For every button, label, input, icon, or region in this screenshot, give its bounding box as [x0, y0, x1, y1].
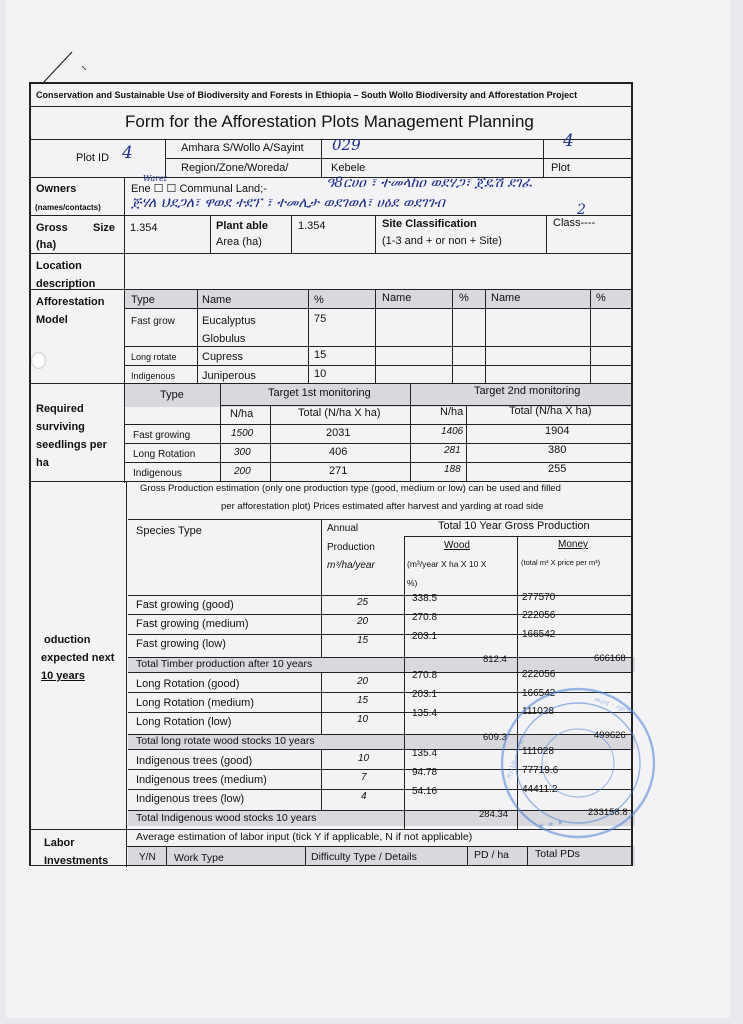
seedlings-row-t2: 380 [548, 444, 567, 456]
gross-label-b: Size [93, 222, 116, 234]
indig-row-annual: 4 [361, 791, 367, 802]
long-row-name: Long Rotation (good) [136, 678, 240, 690]
labor-header-yn: Y/N [139, 852, 156, 863]
seedlings-type-header: Type [160, 389, 184, 401]
fast-row-name: Fast growing (medium) [136, 618, 249, 630]
fast-row-wood: 270.8 [412, 612, 438, 623]
model-row-pct: 10 [314, 368, 327, 380]
seedlings-row-n2: 188 [444, 464, 461, 475]
annual-header-3: m³/ha/year [327, 560, 375, 571]
location-label-b: description [36, 278, 96, 290]
seedlings-row-n1: 1500 [231, 428, 254, 439]
plantable-label-a: Plant able [216, 220, 268, 232]
total-production-header: Total 10 Year Gross Production [438, 520, 590, 532]
seedlings-label-2: surviving [36, 421, 85, 433]
production-note-2: per afforestation plot) Prices estimated after harvest and yarding at road side [221, 501, 544, 512]
seedlings-target-2: Target 2nd monitoring [474, 385, 581, 397]
fast-row-name: Fast growing (low) [136, 638, 226, 650]
site-label: Site Classification [382, 218, 477, 230]
labor-label-b: Investments [44, 855, 109, 867]
long-row-wood: 270.8 [412, 670, 438, 681]
total-long-label: Total long rotate wood stocks 10 years [136, 735, 315, 747]
total-indig-money: 233158.8 [588, 807, 628, 818]
owners-label: Owners [36, 183, 77, 195]
kebele-label: Kebele [331, 162, 366, 174]
fast-row-annual: 25 [357, 597, 369, 608]
model-header-pct: % [314, 294, 324, 306]
indig-row-wood: 54.16 [412, 786, 438, 797]
seedlings-target-1: Target 1st monitoring [268, 387, 371, 399]
location-label-a: Location [36, 260, 82, 272]
gross-label-a: Gross [36, 222, 68, 234]
total-indig-label: Total Indigenous wood stocks 10 years [136, 812, 317, 824]
owners-overlay: Waret [143, 174, 168, 183]
form-title: Form for the Afforestation Plots Management Planning [125, 112, 534, 131]
seedlings-row-t1: 271 [329, 465, 348, 477]
indig-row-annual: 10 [358, 753, 370, 764]
production-note-1: Gross Production estimation (only one production type (good, medium or low) can be used and filled [140, 483, 561, 494]
model-row-type: Long rotate [131, 352, 177, 362]
production-label-2: expected next [41, 652, 115, 664]
annual-header-2: Production [327, 542, 375, 553]
long-row-money: 111028 [522, 706, 554, 717]
owners-sublabel: (names/contacts) [35, 203, 101, 212]
project-header: Conservation and Sustainable Use of Biodiversity and Forests in Ethiopia – South Wollo Biodiversity and Afforestation Project [36, 90, 578, 100]
labor-label-a: Labor [44, 837, 75, 849]
long-row-name: Long Rotation (low) [136, 716, 232, 728]
model-row-type: Indigenous [131, 371, 176, 381]
production-label-1: oduction [44, 634, 91, 646]
seedlings-row-n2: 1406 [441, 426, 464, 437]
seedlings-label-4: ha [36, 457, 49, 469]
model-row-name: Eucalyptus [202, 315, 256, 327]
wood-sub-1: (m³/year X ha X 10 X [407, 559, 487, 569]
seedlings-row-t1: 2031 [326, 427, 351, 439]
model-header-type: Type [131, 294, 155, 306]
owners-handwritten-1: ዓ8ርሀዐ ፣ ተመላከዐ ወደሃጋ፣ ጀዴሽ ደገፈ [326, 175, 532, 191]
total-long-money: 499626 [594, 730, 626, 741]
production-label-3: 10 years [41, 670, 86, 682]
labor-note: Average estimation of labor input (tick Y if applicable, N if not applicable) [136, 831, 473, 843]
indig-row-annual: 7 [361, 772, 367, 783]
fast-row-money: 277570 [522, 592, 556, 603]
model-row-pct: 75 [314, 313, 327, 325]
model-row-name: Juniperous [202, 370, 256, 382]
indig-row-money: 77719.6 [522, 765, 559, 776]
svg-text:ወረዳ · ሳይንት: ወረዳ · ሳይንት [593, 694, 636, 718]
indig-row-name: Indigenous trees (low) [136, 793, 245, 805]
seedlings-label-1: Required [36, 403, 84, 415]
seedlings-row-t2: 1904 [545, 425, 570, 437]
long-row-annual: 20 [357, 676, 369, 687]
seedlings-row-type: Indigenous [133, 468, 182, 479]
seedlings-nha-1: N/ha [230, 408, 254, 420]
model-header-pct-2: % [459, 292, 469, 304]
model-row-name: Cupress [202, 351, 243, 363]
long-row-annual: 10 [357, 714, 369, 725]
indig-row-wood: 135.4 [412, 748, 438, 759]
long-row-annual: 15 [357, 695, 369, 706]
fast-row-annual: 15 [357, 635, 369, 646]
model-row-pct: 15 [314, 349, 327, 361]
region-value: Amhara S/Wollo A/Sayint [181, 142, 304, 154]
labor-header-total-pds: Total PDs [535, 848, 580, 860]
indig-row-name: Indigenous trees (medium) [136, 774, 267, 786]
model-header-name-2: Name [382, 292, 412, 304]
labor-header-pd-ha: PD / ha [474, 849, 510, 861]
wood-header: Wood [444, 540, 470, 551]
kebele-handwritten: 029 [332, 136, 361, 154]
indig-row-money: 44411.2 [522, 784, 558, 795]
seedlings-total-1: Total (N/ha X ha) [298, 407, 381, 419]
plantable-value: 1.354 [298, 220, 326, 232]
model-row-type: Fast grow [131, 316, 175, 327]
fast-row-annual: 20 [357, 616, 369, 627]
long-row-money: 222056 [522, 669, 556, 680]
gross-value: 1.354 [130, 222, 158, 234]
gross-label-c: (ha) [36, 239, 57, 251]
svg-text:ጽ/ቤት · ግብርና: ጽ/ቤት · ግብርና [503, 732, 528, 780]
total-timber-wood: 812.4 [483, 654, 507, 665]
seedlings-total-2: Total (N/ha X ha) [509, 405, 592, 417]
total-timber-label: Total Timber production after 10 years [136, 658, 313, 670]
model-header-name: Name [202, 294, 232, 306]
seedlings-nha-2: N/ha [440, 406, 464, 418]
seedlings-row-type: Fast growing [133, 430, 191, 441]
wood-sub-2: %) [407, 578, 418, 588]
fast-row-name: Fast growing (good) [136, 599, 234, 611]
long-row-money: 166542 [522, 688, 556, 699]
total-timber-money: 666168 [594, 653, 626, 664]
class-label: Class---- [553, 217, 596, 229]
labor-header-difficulty: Difficulty Type / Details [311, 851, 417, 863]
indig-row-money: 111028 [522, 746, 554, 757]
total-long-wood: 609.3 [483, 732, 507, 743]
fast-row-money: 166542 [522, 629, 556, 640]
money-sub: (total m³ X price per m³) [521, 558, 601, 567]
long-row-wood: 203.1 [412, 689, 438, 700]
model-header-pct-3: % [596, 292, 606, 304]
fast-row-money: 222056 [522, 610, 556, 621]
site-sublabel: (1-3 and + or non + Site) [382, 235, 502, 247]
seedlings-row-t2: 255 [548, 463, 567, 475]
seedlings-row-t1: 406 [329, 446, 348, 458]
model-header-name-3: Name [491, 292, 521, 304]
afforestation-label-a: Afforestation [36, 296, 105, 308]
region-label: Region/Zone/Woreda/ [181, 162, 289, 174]
seedlings-row-n2: 281 [444, 445, 461, 456]
long-row-name: Long Rotation (medium) [136, 697, 255, 709]
indig-row-name: Indigenous trees (good) [136, 755, 253, 767]
plot-id-label: Plot ID [76, 152, 110, 164]
plot-handwritten: 4 [563, 131, 574, 151]
owners-handwritten-2: ጅሃለ ህደጋለ፣ ዋወደ ተደፕ ፣ ተመሊታ ወደገወለ፣ ሀዕደ ወደገገብ [131, 195, 445, 211]
annual-header-1: Annual [327, 523, 359, 534]
total-indig-wood: 284.34 [479, 809, 509, 820]
class-handwritten: 2 [577, 202, 586, 218]
plantable-label-b: Area (ha) [216, 236, 262, 248]
fast-row-wood: 338.5 [412, 593, 438, 604]
seedlings-row-type: Long Rotation [133, 449, 196, 460]
afforestation-label-b: Model [36, 314, 68, 326]
svg-text:★ ★ ★: ★ ★ ★ [536, 817, 565, 831]
long-row-wood: 135.4 [412, 708, 438, 719]
seedlings-label-3: seedlings per [36, 439, 107, 451]
model-row-name: Globulus [202, 333, 246, 345]
fast-row-wood: 203.1 [412, 631, 438, 642]
seedlings-row-n1: 300 [234, 447, 251, 458]
official-stamp [498, 683, 664, 845]
plot-id-handwritten: 4 [122, 143, 133, 163]
labor-header-work-type: Work Type [174, 852, 224, 864]
money-header: Money [558, 539, 589, 550]
indig-row-wood: 94.78 [412, 767, 438, 778]
species-header: Species Type [136, 525, 202, 537]
owners-typed: Ene ☐ ☐ Communal Land;- [131, 183, 267, 195]
punch-hole [31, 352, 46, 369]
plot-label: Plot [551, 162, 570, 174]
seedlings-row-n1: 200 [234, 466, 251, 477]
